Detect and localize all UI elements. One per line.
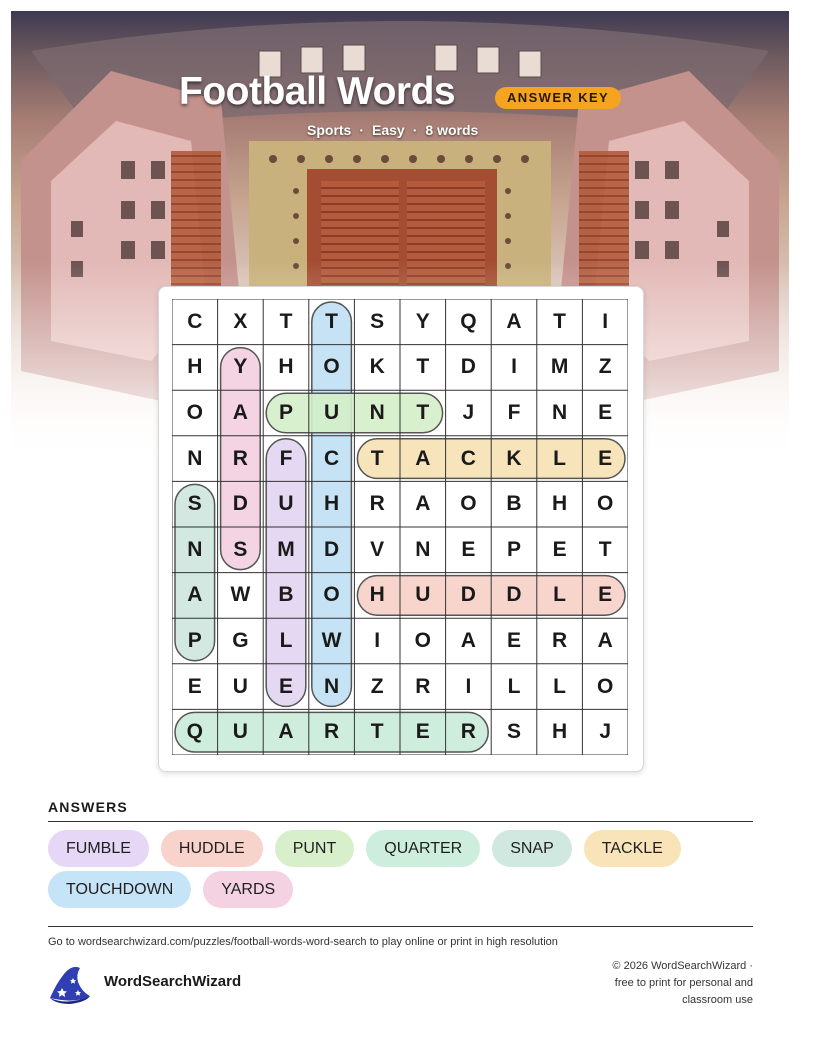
letter-grid bbox=[172, 299, 628, 755]
grid-cell: D bbox=[460, 355, 476, 379]
grid-cell: L bbox=[279, 628, 293, 652]
grid-cell: L bbox=[553, 583, 566, 607]
grid-cell: P bbox=[506, 537, 521, 561]
grid-cell: E bbox=[552, 537, 567, 561]
grid-cell: T bbox=[370, 720, 384, 744]
wizard-hat-icon bbox=[46, 962, 94, 1006]
grid-cell: S bbox=[187, 492, 202, 516]
grid-cell: J bbox=[599, 720, 612, 744]
brand-name[interactable]: WordSearchWizard bbox=[104, 973, 242, 990]
grid-cell: O bbox=[414, 628, 431, 652]
grid-cell: J bbox=[462, 400, 475, 424]
grid-cell: P bbox=[187, 628, 202, 652]
grid-cell: N bbox=[324, 674, 340, 698]
grid-cell: E bbox=[598, 446, 613, 470]
meta-separator: · bbox=[359, 122, 365, 138]
grid-cell: E bbox=[598, 400, 613, 424]
grid-cell: B bbox=[278, 583, 294, 607]
grid-cell: E bbox=[461, 537, 476, 561]
meta-separator: · bbox=[412, 122, 418, 138]
grid-cell: A bbox=[597, 628, 613, 652]
grid-cell: A bbox=[187, 583, 203, 607]
grid-cell: N bbox=[415, 537, 431, 561]
grid-cell: O bbox=[323, 355, 340, 379]
grid-cell: C bbox=[324, 446, 340, 470]
grid-cell: T bbox=[416, 400, 430, 424]
divider bbox=[48, 821, 753, 822]
grid-cell: D bbox=[460, 583, 476, 607]
grid-cell: T bbox=[325, 309, 338, 333]
grid-cell: H bbox=[369, 583, 385, 607]
grid-cell: O bbox=[597, 492, 614, 516]
grid-cell: G bbox=[232, 628, 249, 652]
grid-cell: L bbox=[507, 674, 521, 698]
grid-cell: T bbox=[598, 537, 612, 561]
grid-cell: M bbox=[277, 537, 295, 561]
grid-cell: X bbox=[233, 309, 248, 333]
grid-cell: H bbox=[324, 492, 340, 516]
grid-cell: U bbox=[278, 492, 294, 516]
grid-cell: O bbox=[460, 492, 477, 516]
grid-cell: T bbox=[416, 355, 430, 379]
grid-cell: I bbox=[374, 628, 381, 652]
answer-word-snap: SNAP bbox=[492, 830, 572, 867]
grid-cell: A bbox=[460, 628, 476, 652]
grid-cell: P bbox=[278, 400, 293, 424]
answer-word-yards: YARDS bbox=[203, 871, 293, 908]
grid-cell: A bbox=[415, 492, 431, 516]
grid-cell: Y bbox=[415, 309, 430, 333]
grid-cell: U bbox=[415, 583, 431, 607]
grid-cell: A bbox=[232, 400, 248, 424]
category-label: Sports bbox=[307, 122, 352, 138]
grid-cell: W bbox=[321, 628, 342, 652]
grid-cell: E bbox=[598, 583, 613, 607]
grid-cell: R bbox=[324, 720, 340, 744]
grid-cell: O bbox=[323, 583, 340, 607]
grid-cell: H bbox=[278, 355, 294, 379]
grid-cell: E bbox=[415, 720, 430, 744]
grid-cell: S bbox=[506, 720, 521, 744]
grid-cell: R bbox=[232, 446, 248, 470]
grid-cell: U bbox=[232, 720, 248, 744]
grid-cell: I bbox=[511, 355, 517, 379]
copyright-text: © 2026 WordSearchWizard · free to print for personal and classroom use bbox=[612, 960, 753, 1006]
grid-cell: K bbox=[369, 355, 385, 379]
grid-cell: H bbox=[552, 720, 568, 744]
grid-cell: R bbox=[552, 628, 568, 652]
grid-cell: D bbox=[506, 583, 522, 607]
answer-word-tackle: TACKLE bbox=[584, 830, 681, 867]
grid-cell: E bbox=[506, 628, 521, 652]
grid-cell: U bbox=[232, 674, 248, 698]
grid-cell: N bbox=[552, 400, 568, 424]
grid-cell: L bbox=[553, 446, 566, 470]
grid-cell: V bbox=[370, 537, 385, 561]
footer-link[interactable]: Go to wordsearchwizard.com/puzzles/football-words-word-search to play online or print in high resolution bbox=[48, 936, 558, 948]
grid-cell: R bbox=[415, 674, 431, 698]
grid-cell: A bbox=[415, 446, 431, 470]
grid-cell: F bbox=[279, 446, 293, 470]
answer-word-punt: PUNT bbox=[275, 830, 355, 867]
answer-list bbox=[48, 830, 753, 908]
grid-cell: E bbox=[187, 674, 202, 698]
puzzle-meta bbox=[307, 122, 478, 138]
grid-cell: K bbox=[506, 446, 522, 470]
grid-cell: S bbox=[370, 309, 385, 333]
grid-cell: O bbox=[186, 400, 203, 424]
grid-cell: C bbox=[460, 446, 476, 470]
grid-cell: F bbox=[507, 400, 521, 424]
grid-cell: R bbox=[460, 720, 476, 744]
answer-word-touchdown: TOUCHDOWN bbox=[48, 871, 191, 908]
grid-cell: H bbox=[552, 492, 568, 516]
grid-cell: C bbox=[187, 309, 203, 333]
grid-cell: Y bbox=[233, 355, 248, 379]
grid-cell: I bbox=[465, 674, 472, 698]
answer-word-huddle: HUDDLE bbox=[161, 830, 263, 867]
grid-cell: Q bbox=[460, 309, 477, 333]
grid-cell: U bbox=[324, 400, 340, 424]
divider bbox=[48, 926, 753, 927]
grid-cell: Z bbox=[598, 355, 612, 379]
grid-cell: T bbox=[279, 309, 293, 333]
answers-heading: ANSWERS bbox=[48, 799, 128, 815]
grid-cell: T bbox=[370, 446, 384, 470]
grid-cell: Z bbox=[370, 674, 384, 698]
grid-cell: Q bbox=[186, 720, 203, 744]
grid-cell: A bbox=[506, 309, 522, 333]
answer-word-fumble: FUMBLE bbox=[48, 830, 149, 867]
grid-cell: W bbox=[230, 583, 251, 607]
grid-cell: A bbox=[278, 720, 294, 744]
grid-cell: N bbox=[369, 400, 385, 424]
page-title: Football Words bbox=[179, 70, 456, 113]
answer-word-quarter: QUARTER bbox=[366, 830, 480, 867]
word-count-label: 8 words bbox=[425, 122, 479, 138]
grid-cell: T bbox=[553, 309, 566, 333]
grid-cell: B bbox=[506, 492, 522, 516]
grid-cell: N bbox=[187, 446, 203, 470]
grid-cell: E bbox=[278, 674, 293, 698]
difficulty-label: Easy bbox=[372, 122, 405, 138]
grid-cell: S bbox=[233, 537, 248, 561]
grid-cell: I bbox=[602, 309, 609, 333]
grid-cell: L bbox=[553, 674, 566, 698]
grid-cell: H bbox=[187, 355, 203, 379]
answer-key-badge: ANSWER KEY bbox=[495, 87, 621, 109]
grid-cell: D bbox=[324, 537, 340, 561]
grid-cell: N bbox=[187, 537, 203, 561]
grid-cell: M bbox=[550, 355, 569, 379]
grid-cell: O bbox=[597, 674, 614, 698]
grid-cell: D bbox=[232, 492, 248, 516]
grid-cell: R bbox=[369, 492, 385, 516]
